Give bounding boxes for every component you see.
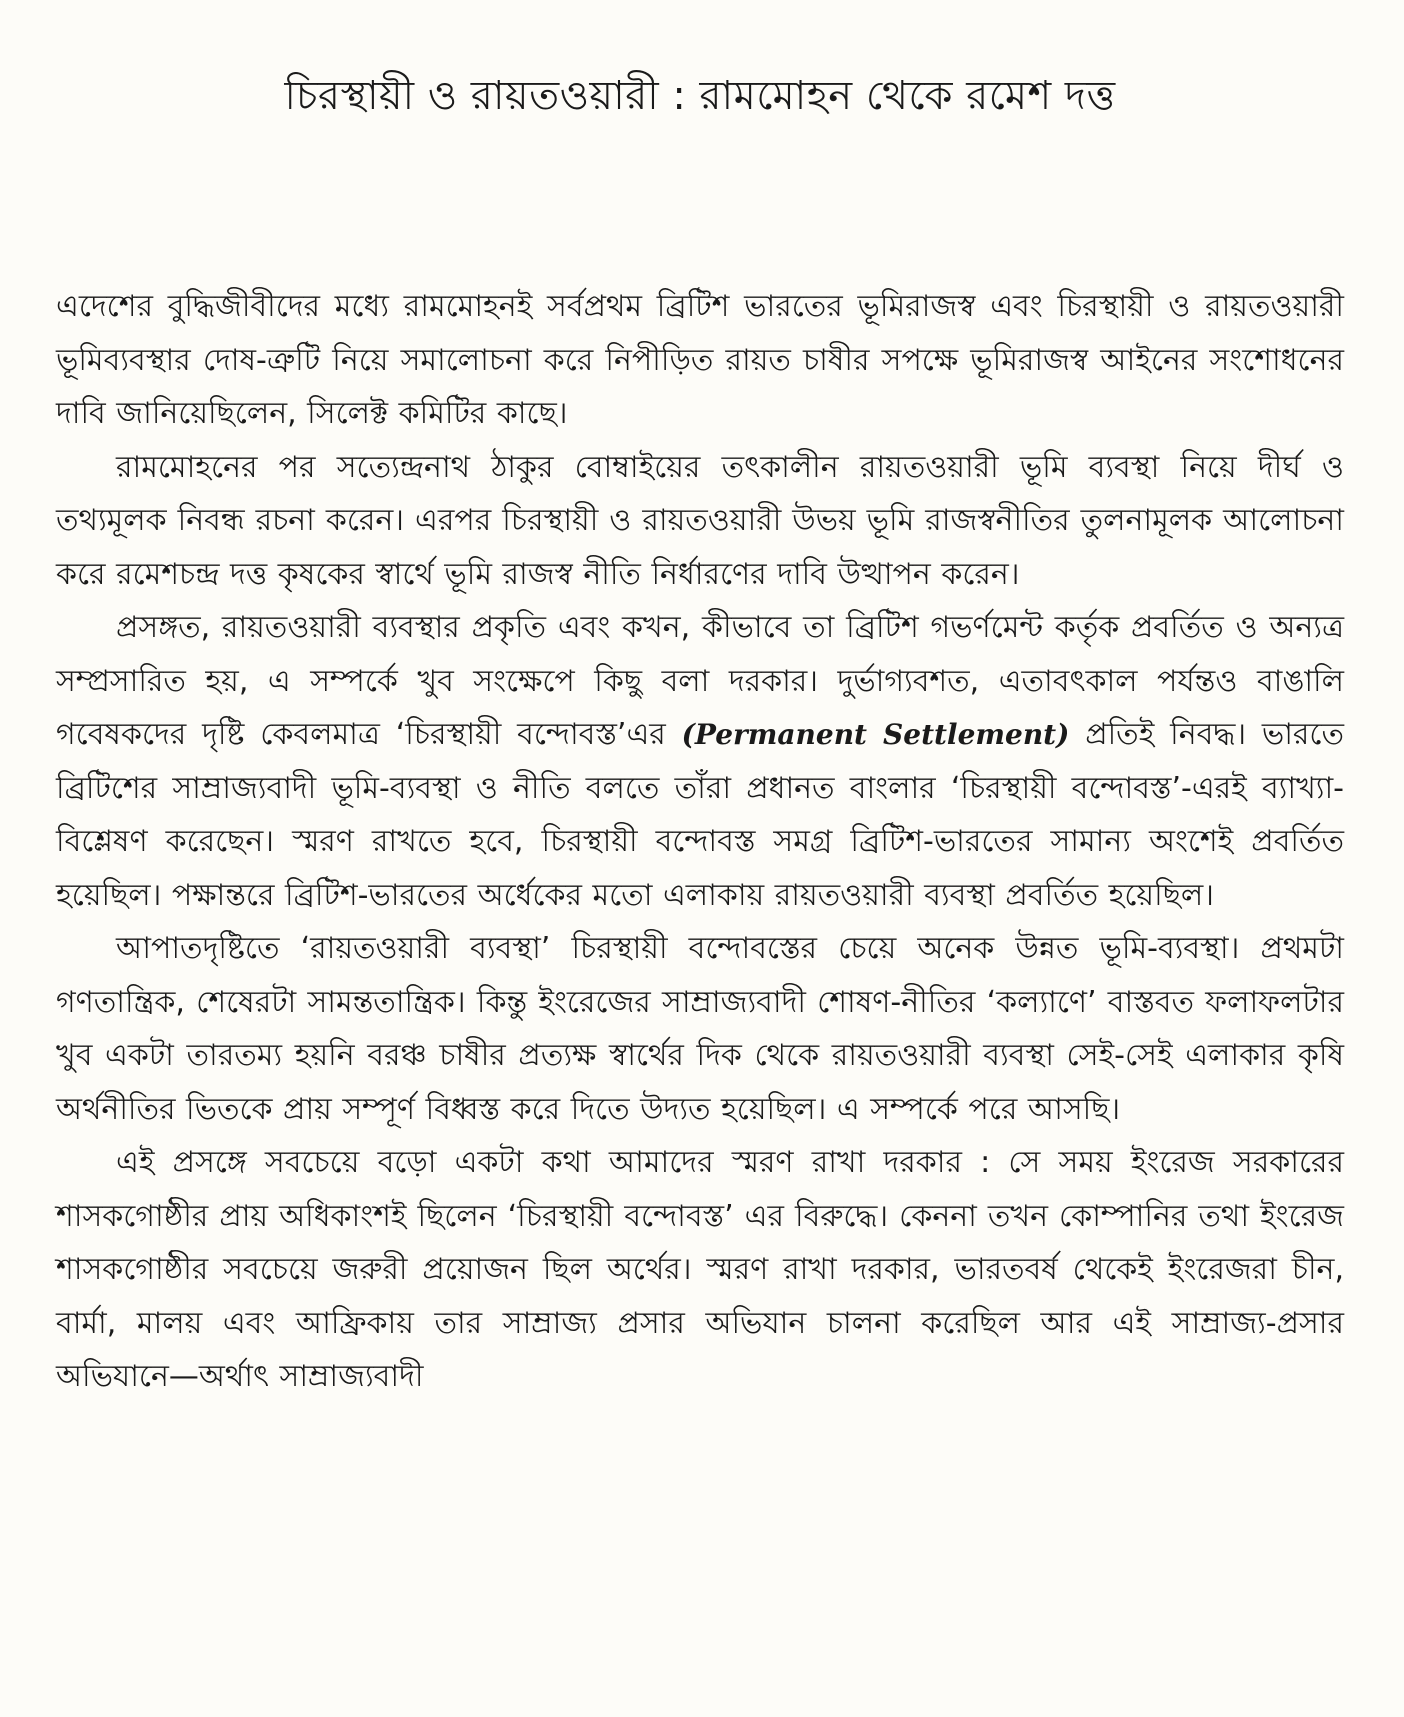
latin-term-permanent-settlement: (Permanent Settlement) [681, 718, 1070, 751]
page-title: চিরস্থায়ী ও রায়তওয়ারী : রামমোহন থেকে রমেশ দত্ত [284, 73, 1116, 119]
paragraph-3-text-after: প্রতিই নিবদ্ধ। ভারতে ব্রিটিশের সাম্রাজ্যবাদী ভূমি-ব্যবস্থা ও নীতি বলতে তাঁরা প্রধানত বাংলার ‘চিরস্থায়ী বন্দোবস্ত’-এরই ব্যাখ্যা-বিশ্লেষণ করেছেন। স্মরণ রাখতে হবে, চিরস্থায়ী বন্দোবস্ত সমগ্র ব্রিটিশ-ভারতের সামান্য অংশেই প্রবর্তিত হয়েছিল। পক্ষান্তরে ব্রিটিশ-ভারতের অর্ধেকের মতো এলাকায় রায়তওয়ারী ব্যবস্থা প্রবর্তিত হয়েছিল। [56, 717, 1344, 913]
paragraph-1: এদেশের বুদ্ধিজীবীদের মধ্যে রামমোহনই সর্বপ্রথম ব্রিটিশ ভারতের ভূমিরাজস্ব এবং চিরস্থায়ী ও রায়তওয়ারী ভূমিব্যবস্থার দোষ-ত্রুটি নিয়ে সমালোচনা করে নিপীড়িত রায়ত চাষীর সপক্ষে ভূমিরাজস্ব আইনের সংশোধনের দাবি জানিয়েছিলেন, সিলেক্ট কমিটির কাছে। [56, 289, 1344, 431]
paragraph-2: রামমোহনের পর সত্যেন্দ্রনাথ ঠাকুর বোম্বাইয়ের তৎকালীন রায়তওয়ারী ভূমি ব্যবস্থা নিয়ে দীর্ঘ ও তথ্যমূলক নিবন্ধ রচনা করেন। এরপর চিরস্থায়ী ও রায়তওয়ারী উভয় ভূমি রাজস্বনীতির তুলনামূলক আলোচনা করে রমেশচন্দ্র দত্ত কৃষকের স্বার্থে ভূমি রাজস্ব নীতি নির্ধারণের দাবি উত্থাপন করেন। [56, 449, 1344, 592]
paragraph-5: এই প্রসঙ্গে সবচেয়ে বড়ো একটা কথা আমাদের স্মরণ রাখা দরকার : সে সময় ইংরেজ সরকারের শাসকগোষ্ঠীর প্রায় অধিকাংশই ছিলেন ‘চিরস্থায়ী বন্দোবস্ত’ এর বিরুদ্ধে। কেননা তখন কোম্পানির তথা ইংরেজ শাসকগোষ্ঠীর সবচেয়ে জরুরী প্রয়োজন ছিল অর্থের। স্মরণ রাখা দরকার, ভারতবর্ষ থেকেই ইংরেজরা চীন, বার্মা, মালয় এবং আফ্রিকায় তার সাম্রাজ্য প্রসার অভিযান চালনা করেছিল আর এই সাম্রাজ্য-প্রসার অভিযানে—অর্থাৎ সাম্রাজ্যবাদী [56, 1145, 1344, 1394]
paragraph-3-text-before: প্রসঙ্গত, রায়তওয়ারী ব্যবস্থার প্রকৃতি এবং কখন, কীভাবে তা ব্রিটিশ গভর্ণমেন্ট কর্তৃক প্রবর্তিত ও অন্যত্র সম্প্রসারিত হয়, এ সম্পর্কে খুব সংক্ষেপে কিছু বলা দরকার। দুর্ভাগ্যবশত, এতাবৎকাল পর্যন্তও বাঙালি গবেষকদের দৃষ্টি কেবলমাত্র ‘চিরস্থায়ী বন্দোবস্ত’এর [56, 610, 1344, 752]
paragraph-3 [56, 601, 1344, 922]
paragraph-4: আপাতদৃষ্টিতে ‘রায়তওয়ারী ব্যবস্থা’ চিরস্থায়ী বন্দোবস্তের চেয়ে অনেক উন্নত ভূমি-ব্যবস্থা। প্রথমটা গণতান্ত্রিক, শেষেরটা সামন্ততান্ত্রিক। কিন্তু ইংরেজের সাম্রাজ্যবাদী শোষণ-নীতির ‘কল্যাণে’ বাস্তবত ফলাফলটার খুব একটা তারতম্য হয়নি বরঞ্চ চাষীর প্রত্যক্ষ স্বার্থের দিক থেকে রায়তওয়ারী ব্যবস্থা সেই-সেই এলাকার কৃষি অর্থনীতির ভিতকে প্রায় সম্পূর্ণ বিধ্বস্ত করে দিতে উদ্যত হয়েছিল। এ সম্পর্কে পরে আসছি। [56, 931, 1344, 1127]
body-text [56, 280, 1344, 1404]
